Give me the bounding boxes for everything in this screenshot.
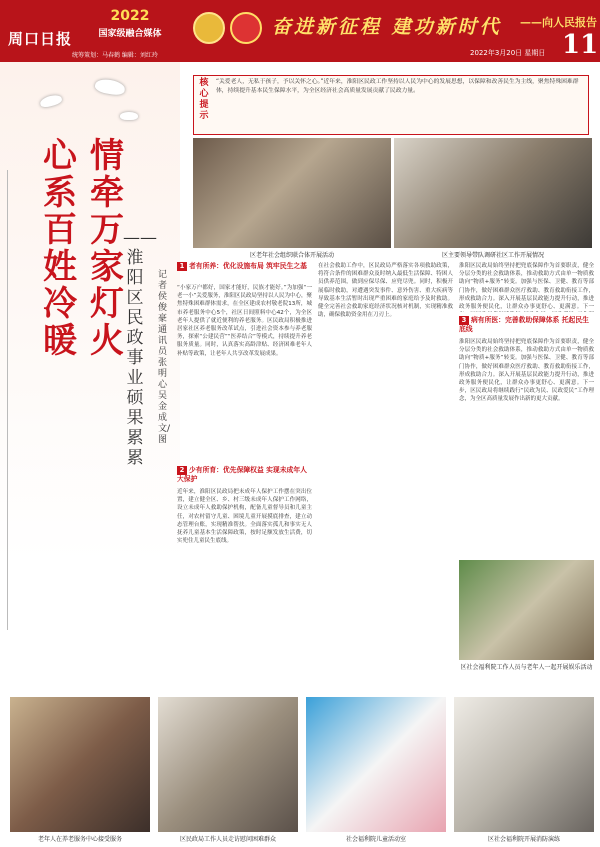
body-column-d-top: 淮阳区民政局始终坚持把兜底保障作为首要职责，健全分层分类的社会救助体系，推动救助方式由单一物质救助向“物质+服务”转变。加强与医保、卫健、教育等部门协作，做好困难群众医疗救助、教育救助衔接工作，形成救助合力。深入开展基层民政能力提升行动，推进政务服务便民化，让群众办事更舒心、更满意。下一 — [459, 263, 594, 311]
banner-slogan: 奋进新征程 建功新时代 — [272, 16, 502, 38]
body-column-a: “小家万户都好，国家才能好，民族才能好。”为加强“一老一小”关爱服务，淮阳区民政局坚持以人民为中心，聚焦特殊困难群体需求，在全区建成农村敬老院13所，城市养老服务中心5个，社区日间照料中心42个，为全区老年人提供了就近便利的养老服务。区民政局积极推进居家社区养老服务改革试点，引进社会资本参与养老服务，探索“公建民营”“医养结合”等模式，持续提升养老服务质量。同时，认真落实高龄津贴、经济困难老年人补贴等政策，让老年人共享改革发展成果。 — [177, 285, 312, 357]
emblem-icon — [193, 12, 225, 44]
section-title-1: 者有所养：优化设施布局 筑牢民生之基 — [189, 262, 307, 270]
page-number: 11 — [562, 30, 599, 60]
caption-photo-3: 区社会福利院工作人员与老年人一起开展娱乐活动 — [460, 664, 593, 671]
dove-icon — [94, 78, 126, 97]
section-title-3: 病有所医：完善救助保障体系 托起民生底线 — [459, 316, 589, 333]
newspaper-name: 周口日报 — [8, 30, 73, 48]
section-heading-1 — [177, 262, 312, 271]
dove-icon — [120, 112, 138, 120]
year-badge — [70, 8, 190, 48]
caption-photo-4: 老年人在养老服务中心接受服务 — [37, 836, 122, 843]
body-column-d: 淮阳区民政局始终坚持把兜底保障作为首要职责，健全分层分类的社会救助体系，推动救助方式由单一物质救助向“物质+服务”转变。加强与医保、卫健、教育等部门协作，做好困难群众医疗救助、教育救助衔接工作，形成救助合力。深入开展基层民政能力提升行动，推进政务服务便民化，让群众办事更舒心、更满意。下一步，区民政局将继续践行“民政为民、民政爱民”工作理念，为全区高质量发展作出新的更大贡献。 — [459, 339, 594, 403]
photo-elderly-service — [10, 697, 150, 832]
core-tag: 核心提示 — [199, 78, 209, 121]
section-heading-3 — [459, 316, 594, 334]
photo-children-room — [306, 697, 446, 832]
photo-leaders-inspection — [394, 138, 592, 248]
caption-photo-6: 社会福利院儿童活动室 — [345, 836, 406, 843]
headline-line-1: 心系百姓冷暖 — [43, 136, 77, 361]
photo-visit — [158, 697, 298, 832]
banner-slogan-sub: ——向人民报告 — [520, 16, 597, 29]
core-summary-box — [193, 75, 589, 135]
issue-date: 2022年3月20日 星期日 — [470, 49, 546, 57]
badge-year: 2022 — [110, 8, 150, 24]
photo-welfare-activity — [459, 560, 594, 660]
badge-subtitle: 国家级融合媒体 — [98, 29, 162, 39]
section-number-icon: 2 — [177, 466, 187, 475]
section-number-icon: 3 — [459, 316, 469, 325]
left-divider-rule — [7, 170, 8, 630]
dove-icon — [39, 93, 63, 108]
headline-line-2: 情牵万家灯火 — [90, 136, 124, 361]
caption-photo-2: 区主要领导带队调研社区工作开展情况 — [441, 252, 544, 259]
section-heading-2 — [177, 466, 312, 484]
editor-meta: 统筹策划：马春鹤 编辑：刘红玲 — [72, 52, 158, 59]
caption-photo-7: 区社会福利院开展消防演练 — [487, 836, 560, 843]
body-column-b: 近年来，淮阳区民政局把未成年人保护工作摆在突出位置，建立健全区、乡、村三级未成年人保护工作网络，设立未成年人救助保护机构，配备儿童督导员和儿童主任，对农村留守儿童、困境儿童开展摸底排查，建立动态管理台账，实现精准帮扶。全面落实孤儿和事实无人抚养儿童基本生活保障政策，按时足额发放生活费，切实兜住儿童民生底线。 — [177, 489, 312, 545]
caption-photo-5: 区民政局工作人员走访慰问困难群众 — [179, 836, 276, 843]
party-emblem-icon — [230, 12, 262, 44]
photo-community-activity — [193, 138, 391, 248]
body-column-c: 在社会救助工作中，区民政局严格落实各项救助政策，将符合条件的困难群众及时纳入最低生活保障、特困人员供养范围，做到应保尽保、应兜尽兜。同时，积极开展临时救助，对遭遇突发事件、意外伤害、重大疾病等导致基本生活暂时出现严重困难的家庭给予及时救助。健全完善社会救助家庭经济状况核对机制，实现精准救助，确保救助资金用在刀刃上。 — [318, 263, 453, 319]
photo-fire-drill — [454, 697, 594, 832]
byline: 记者 侯俊豪 通讯员 张明心 吴金成 文/图 — [158, 270, 171, 445]
subtitle: ——淮阳区民政事业硕果累累 — [123, 228, 157, 468]
section-title-2: 少有所育：优先保障权益 实现未成年人大保护 — [177, 466, 307, 483]
caption-photo-1: 区老年社会组织联合体开展活动 — [249, 252, 334, 259]
section-number-icon: 1 — [177, 262, 187, 271]
core-text: “关爱老人，无私于孩子，予以关怀之心。”近年来，淮阳区民政工作坚持以人民为中心的发展思想，以保障和改善民生为主线，聚焦特殊困难群体，持续提升基本民生保障水平，为全区经济社会高质量发展贡献了民政力量。 — [216, 79, 579, 94]
masthead-banner — [0, 0, 600, 62]
